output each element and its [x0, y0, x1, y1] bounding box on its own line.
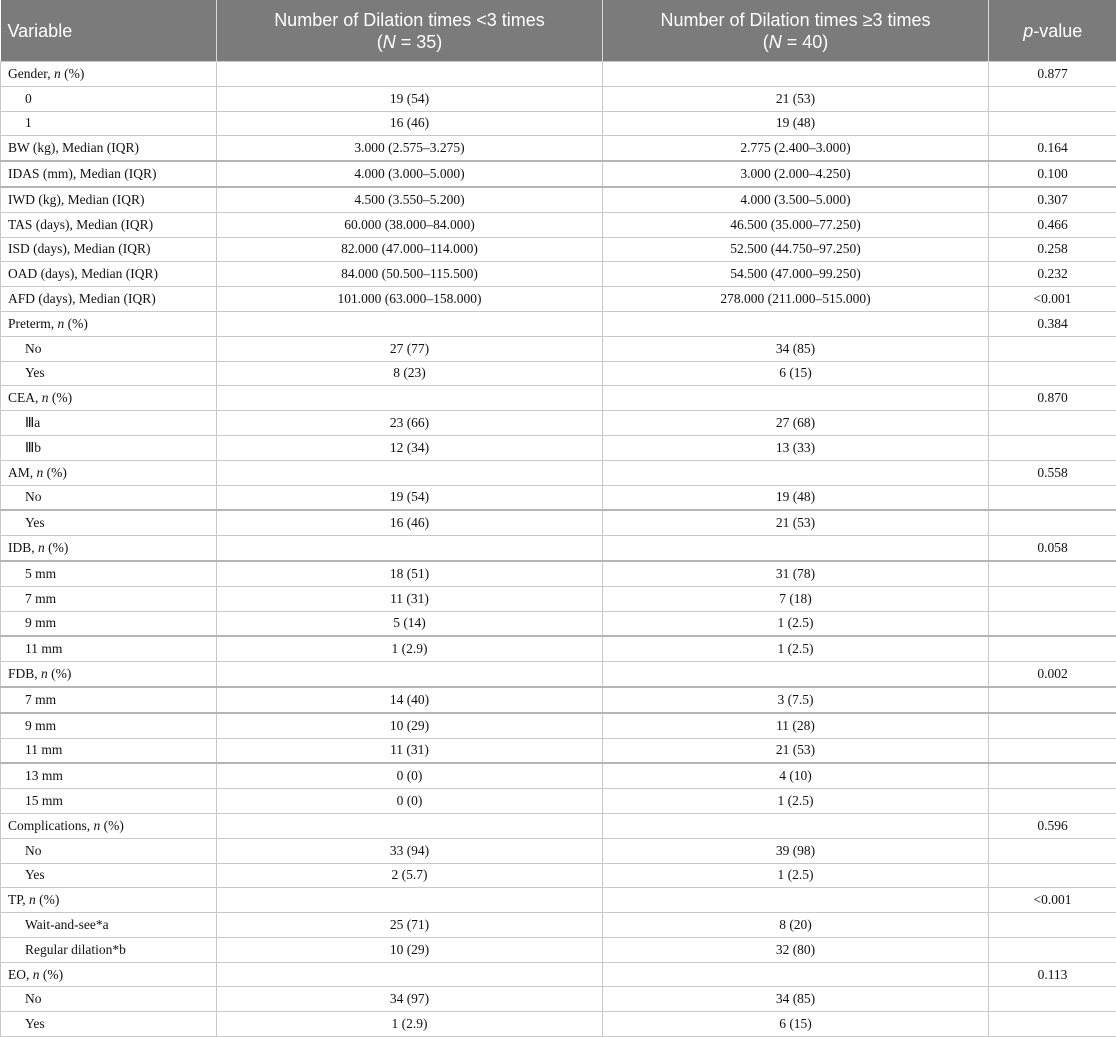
- row-label-n: n: [29, 892, 36, 907]
- cell-lt3: [217, 386, 603, 411]
- row-label: [1, 111, 217, 136]
- cell-lt3: [217, 662, 603, 687]
- cell-ge3: [603, 311, 989, 336]
- cell-lt3: 16 (46): [217, 111, 603, 136]
- table-row: [1, 687, 1116, 713]
- cell-p-value: 0.384: [989, 311, 1116, 336]
- cell-p-value: 0.466: [989, 212, 1116, 237]
- cell-ge3: 21 (53): [603, 86, 989, 111]
- row-label: [1, 386, 217, 411]
- cell-p-value: [989, 636, 1116, 661]
- row-label: [1, 738, 217, 763]
- cell-lt3: [217, 813, 603, 838]
- row-label-text: No: [25, 489, 42, 504]
- header-variable: Variable: [1, 0, 217, 62]
- table-row: [1, 311, 1116, 336]
- row-label: [1, 561, 217, 586]
- row-label-text: 9 mm: [25, 718, 56, 733]
- cell-lt3: [217, 311, 603, 336]
- table-row: [1, 361, 1116, 386]
- row-label-text: 13 mm: [25, 768, 63, 783]
- cell-p-value: [989, 611, 1116, 636]
- cell-p-value: 0.058: [989, 536, 1116, 561]
- table-row: [1, 187, 1116, 212]
- cell-p-value: [989, 411, 1116, 436]
- cell-p-value: 0.558: [989, 460, 1116, 485]
- cell-ge3: [603, 962, 989, 987]
- header-group-ge3-n-value: = 40): [782, 32, 829, 52]
- table-row: [1, 611, 1116, 636]
- cell-p-value: [989, 937, 1116, 962]
- row-label-text: Complications,: [8, 818, 94, 833]
- table-row: [1, 738, 1116, 763]
- row-label-n: n: [41, 666, 48, 681]
- row-label: [1, 838, 217, 863]
- cell-lt3: 4.500 (3.550–5.200): [217, 187, 603, 212]
- cell-lt3: 0 (0): [217, 763, 603, 788]
- cell-p-value: [989, 713, 1116, 738]
- cell-ge3: 39 (98): [603, 838, 989, 863]
- row-label-text: IDB,: [8, 540, 38, 555]
- row-label-text: ISD (days), Median (IQR): [8, 241, 150, 256]
- row-label-text: 15 mm: [25, 793, 63, 808]
- row-label: [1, 136, 217, 161]
- row-label-n: n: [33, 967, 40, 982]
- row-label-n: n: [42, 390, 49, 405]
- row-label-n: n: [37, 465, 44, 480]
- row-label-text: 0: [25, 91, 32, 106]
- row-label: [1, 763, 217, 788]
- row-label: [1, 361, 217, 386]
- row-label: [1, 212, 217, 237]
- cell-lt3: 34 (97): [217, 987, 603, 1012]
- cell-p-value: [989, 86, 1116, 111]
- row-label-text: Wait-and-see*a: [25, 917, 109, 932]
- row-label: [1, 485, 217, 510]
- row-label: [1, 86, 217, 111]
- table-row: [1, 411, 1116, 436]
- table-row: [1, 586, 1116, 611]
- cell-ge3: 3 (7.5): [603, 687, 989, 713]
- row-label-n: n: [94, 818, 101, 833]
- row-label: [1, 789, 217, 814]
- row-label-text: 11 mm: [25, 742, 62, 757]
- table-row: [1, 913, 1116, 938]
- cell-ge3: 6 (15): [603, 361, 989, 386]
- table-row: [1, 536, 1116, 561]
- cell-lt3: 10 (29): [217, 937, 603, 962]
- cell-p-value: [989, 510, 1116, 535]
- row-label-suffix: (%): [40, 967, 64, 982]
- cell-ge3: [603, 386, 989, 411]
- cell-lt3: 84.000 (50.500–115.500): [217, 262, 603, 287]
- cell-ge3: 13 (33): [603, 435, 989, 460]
- row-label-text: 11 mm: [25, 641, 62, 656]
- cell-p-value: [989, 485, 1116, 510]
- row-label: [1, 713, 217, 738]
- row-label-suffix: (%): [45, 540, 69, 555]
- row-label: [1, 411, 217, 436]
- row-label: [1, 62, 217, 87]
- row-label: [1, 435, 217, 460]
- header-group-lt3-n-label: N: [383, 32, 396, 52]
- row-label-text: AM,: [8, 465, 37, 480]
- cell-lt3: 82.000 (47.000–114.000): [217, 237, 603, 262]
- row-label-text: Ⅲb: [25, 440, 41, 455]
- row-label-text: AFD (days), Median (IQR): [8, 291, 156, 306]
- cell-lt3: 11 (31): [217, 586, 603, 611]
- cell-ge3: 54.500 (47.000–99.250): [603, 262, 989, 287]
- cell-ge3: [603, 662, 989, 687]
- cell-lt3: 3.000 (2.575–3.275): [217, 136, 603, 161]
- row-label-text: TP,: [8, 892, 29, 907]
- row-label: [1, 937, 217, 962]
- header-group-lt3-n-value: = 35): [396, 32, 443, 52]
- row-label: [1, 863, 217, 888]
- cell-p-value: [989, 863, 1116, 888]
- cell-lt3: 101.000 (63.000–158.000): [217, 287, 603, 312]
- header-group-ge3-title: Number of Dilation times ≥3 times: [661, 10, 931, 30]
- cell-p-value: [989, 789, 1116, 814]
- row-label: [1, 311, 217, 336]
- cell-p-value: 0.002: [989, 662, 1116, 687]
- cell-p-value: [989, 913, 1116, 938]
- table-row: [1, 136, 1116, 161]
- row-label-text: BW (kg), Median (IQR): [8, 140, 139, 155]
- cell-p-value: [989, 361, 1116, 386]
- cell-ge3: [603, 460, 989, 485]
- row-label-text: Preterm,: [8, 316, 58, 331]
- cell-lt3: 1 (2.9): [217, 1012, 603, 1037]
- cell-ge3: 34 (85): [603, 336, 989, 361]
- header-group-ge3-n-label: N: [769, 32, 782, 52]
- cell-p-value: [989, 987, 1116, 1012]
- table-row: [1, 838, 1116, 863]
- cell-lt3: 19 (54): [217, 485, 603, 510]
- header-p-value: [989, 0, 1116, 62]
- cell-p-value: 0.877: [989, 62, 1116, 87]
- cell-ge3: 11 (28): [603, 713, 989, 738]
- row-label-text: Yes: [25, 365, 45, 380]
- row-label-n: n: [54, 66, 61, 81]
- row-label-text: Regular dilation*b: [25, 942, 126, 957]
- row-label: [1, 962, 217, 987]
- row-label-suffix: (%): [64, 316, 88, 331]
- row-label-n: n: [58, 316, 65, 331]
- cell-ge3: 34 (85): [603, 987, 989, 1012]
- row-label: [1, 1012, 217, 1037]
- cell-lt3: 23 (66): [217, 411, 603, 436]
- row-label: [1, 460, 217, 485]
- cell-lt3: [217, 962, 603, 987]
- cell-lt3: 18 (51): [217, 561, 603, 586]
- table-row: [1, 789, 1116, 814]
- header-p-rest: -value: [1033, 21, 1082, 41]
- row-label-suffix: (%): [43, 465, 67, 480]
- row-label-text: Ⅲa: [25, 415, 40, 430]
- cell-ge3: 6 (15): [603, 1012, 989, 1037]
- table-row: [1, 510, 1116, 535]
- cell-lt3: 16 (46): [217, 510, 603, 535]
- cell-lt3: 4.000 (3.000–5.000): [217, 161, 603, 187]
- cell-p-value: 0.100: [989, 161, 1116, 187]
- row-label: [1, 987, 217, 1012]
- cell-lt3: [217, 460, 603, 485]
- row-label-text: No: [25, 991, 42, 1006]
- cell-ge3: 21 (53): [603, 510, 989, 535]
- row-label-suffix: (%): [49, 390, 73, 405]
- row-label-text: Yes: [25, 867, 45, 882]
- table-row: [1, 662, 1116, 687]
- row-label-text: Yes: [25, 1016, 45, 1031]
- cell-lt3: [217, 62, 603, 87]
- cell-p-value: [989, 1012, 1116, 1037]
- row-label-text: 5 mm: [25, 566, 56, 581]
- row-label-text: EO,: [8, 967, 33, 982]
- row-label-text: Yes: [25, 515, 45, 530]
- row-label: [1, 636, 217, 661]
- cell-ge3: 52.500 (44.750–97.250): [603, 237, 989, 262]
- cell-p-value: 0.307: [989, 187, 1116, 212]
- cell-lt3: 14 (40): [217, 687, 603, 713]
- cell-p-value: <0.001: [989, 888, 1116, 913]
- row-label: [1, 536, 217, 561]
- row-label: [1, 687, 217, 713]
- row-label: [1, 813, 217, 838]
- table-row: [1, 485, 1116, 510]
- table-row: [1, 888, 1116, 913]
- cell-ge3: [603, 813, 989, 838]
- cell-ge3: 3.000 (2.000–4.250): [603, 161, 989, 187]
- cell-ge3: 19 (48): [603, 111, 989, 136]
- row-label: [1, 888, 217, 913]
- table-body: [1, 62, 1116, 1037]
- row-label: [1, 510, 217, 535]
- table-row: [1, 287, 1116, 312]
- table-row: [1, 262, 1116, 287]
- cell-ge3: 21 (53): [603, 738, 989, 763]
- cell-ge3: 2.775 (2.400–3.000): [603, 136, 989, 161]
- row-label: [1, 161, 217, 187]
- table-row: [1, 460, 1116, 485]
- header-group-ge3: Number of Dilation times ≥3 times (N = 40): [603, 0, 989, 62]
- row-label: [1, 662, 217, 687]
- row-label-suffix: (%): [61, 66, 85, 81]
- row-label-text: FDB,: [8, 666, 41, 681]
- table-row: [1, 713, 1116, 738]
- table-row: [1, 962, 1116, 987]
- row-label-text: 1: [25, 115, 32, 130]
- row-label-text: OAD (days), Median (IQR): [8, 266, 158, 281]
- cell-p-value: [989, 687, 1116, 713]
- row-label: [1, 586, 217, 611]
- cell-p-value: [989, 763, 1116, 788]
- row-label-suffix: (%): [100, 818, 124, 833]
- cell-ge3: 46.500 (35.000–77.250): [603, 212, 989, 237]
- row-label-text: IDAS (mm), Median (IQR): [8, 166, 156, 181]
- cell-ge3: [603, 536, 989, 561]
- cell-ge3: 8 (20): [603, 913, 989, 938]
- header-group-lt3-title: Number of Dilation times <3 times: [274, 10, 545, 30]
- table-row: [1, 86, 1116, 111]
- cell-ge3: 1 (2.5): [603, 789, 989, 814]
- cell-lt3: 0 (0): [217, 789, 603, 814]
- cell-p-value: <0.001: [989, 287, 1116, 312]
- cell-p-value: [989, 336, 1116, 361]
- cell-p-value: [989, 586, 1116, 611]
- row-label: [1, 287, 217, 312]
- cell-ge3: 278.000 (211.000–515.000): [603, 287, 989, 312]
- table-row: [1, 62, 1116, 87]
- cell-ge3: 32 (80): [603, 937, 989, 962]
- table-row: [1, 1012, 1116, 1037]
- row-label-text: 7 mm: [25, 591, 56, 606]
- cell-ge3: 1 (2.5): [603, 611, 989, 636]
- table-row: [1, 863, 1116, 888]
- cell-lt3: 10 (29): [217, 713, 603, 738]
- row-label-text: TAS (days), Median (IQR): [8, 217, 153, 232]
- cell-p-value: [989, 738, 1116, 763]
- cell-lt3: [217, 888, 603, 913]
- row-label-text: 7 mm: [25, 692, 56, 707]
- table-row: [1, 111, 1116, 136]
- cell-ge3: 19 (48): [603, 485, 989, 510]
- row-label-text: No: [25, 341, 42, 356]
- table-row: [1, 987, 1116, 1012]
- cell-lt3: 12 (34): [217, 435, 603, 460]
- row-label-text: No: [25, 843, 42, 858]
- table-header: [1, 0, 1116, 62]
- cell-lt3: 27 (77): [217, 336, 603, 361]
- cell-ge3: 4 (10): [603, 763, 989, 788]
- cell-p-value: [989, 561, 1116, 586]
- cell-p-value: 0.870: [989, 386, 1116, 411]
- row-label-suffix: (%): [36, 892, 60, 907]
- cell-ge3: 27 (68): [603, 411, 989, 436]
- row-label: [1, 336, 217, 361]
- cell-lt3: 60.000 (38.000–84.000): [217, 212, 603, 237]
- table-row: [1, 435, 1116, 460]
- row-label-text: CEA,: [8, 390, 42, 405]
- cell-lt3: 19 (54): [217, 86, 603, 111]
- row-label-suffix: (%): [48, 666, 72, 681]
- header-group-lt3: Number of Dilation times <3 times (N = 35): [217, 0, 603, 62]
- cell-lt3: 33 (94): [217, 838, 603, 863]
- cell-p-value: 0.232: [989, 262, 1116, 287]
- cell-lt3: 2 (5.7): [217, 863, 603, 888]
- table-row: [1, 937, 1116, 962]
- table-row: [1, 636, 1116, 661]
- cell-lt3: 25 (71): [217, 913, 603, 938]
- cell-ge3: [603, 62, 989, 87]
- cell-ge3: 1 (2.5): [603, 636, 989, 661]
- table-row: [1, 813, 1116, 838]
- cell-p-value: 0.258: [989, 237, 1116, 262]
- cell-p-value: 0.596: [989, 813, 1116, 838]
- row-label: [1, 262, 217, 287]
- cell-ge3: 4.000 (3.500–5.000): [603, 187, 989, 212]
- row-label-n: n: [38, 540, 45, 555]
- row-label: [1, 611, 217, 636]
- table-row: [1, 237, 1116, 262]
- row-label: [1, 913, 217, 938]
- row-label-text: 9 mm: [25, 615, 56, 630]
- table-row: [1, 336, 1116, 361]
- cell-ge3: 7 (18): [603, 586, 989, 611]
- cell-p-value: [989, 435, 1116, 460]
- cell-ge3: 31 (78): [603, 561, 989, 586]
- row-label-text: Gender,: [8, 66, 54, 81]
- cell-lt3: 1 (2.9): [217, 636, 603, 661]
- table-row: [1, 161, 1116, 187]
- row-label: [1, 237, 217, 262]
- cell-lt3: [217, 536, 603, 561]
- cell-lt3: 8 (23): [217, 361, 603, 386]
- cell-lt3: 11 (31): [217, 738, 603, 763]
- cell-lt3: 5 (14): [217, 611, 603, 636]
- cell-ge3: 1 (2.5): [603, 863, 989, 888]
- table-row: [1, 763, 1116, 788]
- table-row: [1, 561, 1116, 586]
- cell-p-value: 0.113: [989, 962, 1116, 987]
- cell-p-value: [989, 111, 1116, 136]
- table-row: [1, 386, 1116, 411]
- row-label: [1, 187, 217, 212]
- cell-p-value: [989, 838, 1116, 863]
- cell-ge3: [603, 888, 989, 913]
- header-p-italic: p: [1023, 21, 1033, 41]
- cell-p-value: 0.164: [989, 136, 1116, 161]
- table-row: [1, 212, 1116, 237]
- row-label-text: IWD (kg), Median (IQR): [8, 192, 144, 207]
